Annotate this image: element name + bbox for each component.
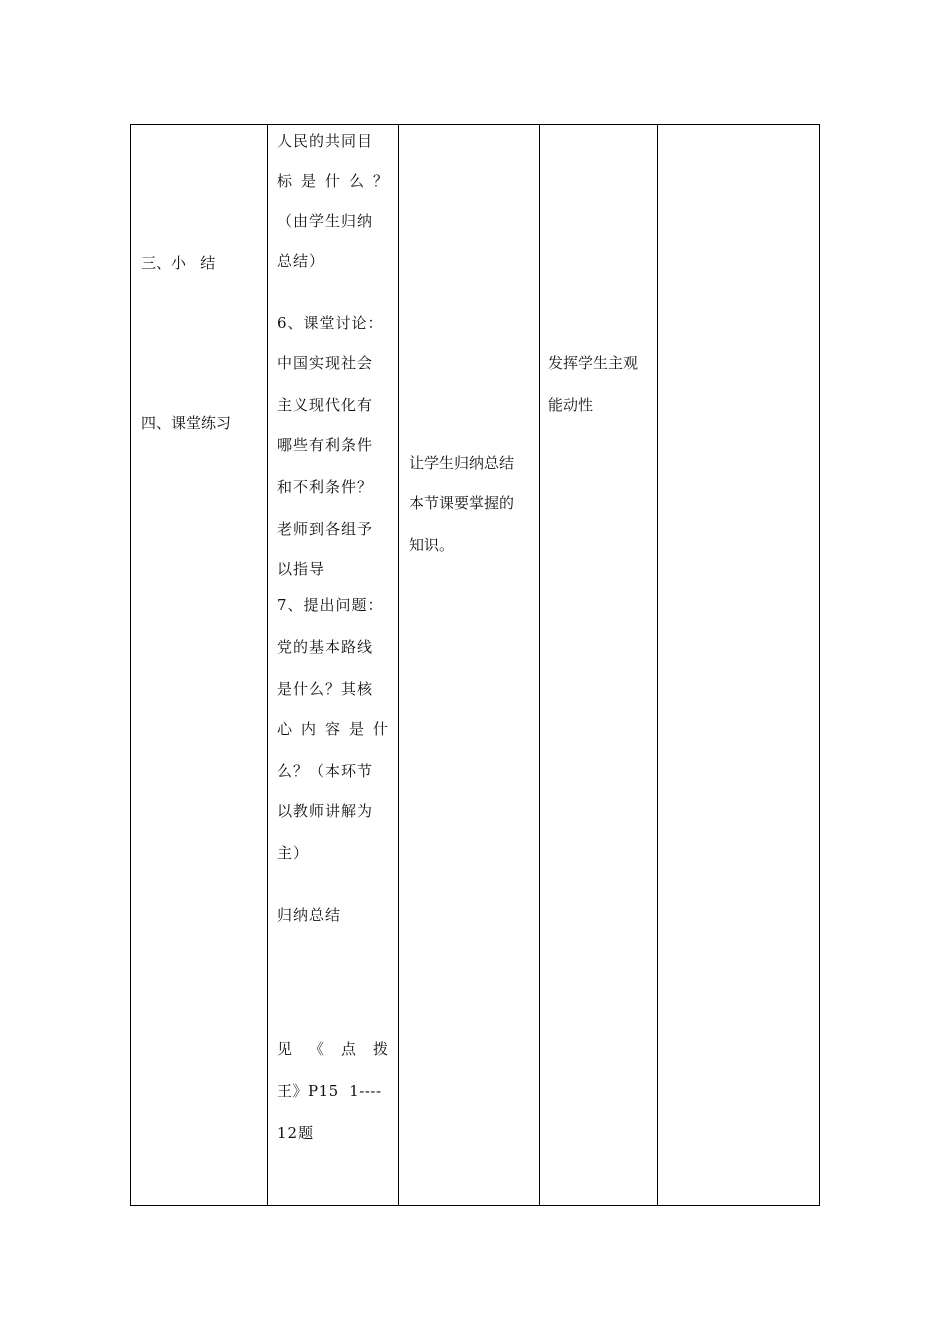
activity-line: 党的基本路线 bbox=[277, 638, 374, 656]
column-divider bbox=[398, 125, 399, 1205]
activity-line: 6、课堂讨论： bbox=[277, 314, 384, 332]
activity-line: 老师到各组予 bbox=[277, 520, 374, 538]
char: 标 bbox=[277, 172, 294, 190]
char: 心 bbox=[277, 720, 294, 738]
section-practice: 四、课堂练习 bbox=[141, 414, 232, 432]
activity-line: 王》P15 1---- bbox=[277, 1082, 382, 1100]
activity-line: 么？（本环节 bbox=[277, 762, 374, 780]
char: 什 bbox=[372, 720, 389, 738]
char: 内 bbox=[300, 720, 317, 738]
activity-line: 人民的共同目 bbox=[277, 132, 374, 150]
activity-line: 主义现代化有 bbox=[277, 396, 374, 414]
purpose-line: 知识。 bbox=[409, 536, 455, 554]
activity-line: 是什么？其核 bbox=[277, 680, 374, 698]
lesson-plan-table bbox=[130, 124, 820, 1206]
column-divider bbox=[539, 125, 540, 1205]
char: 是 bbox=[348, 720, 365, 738]
char: 容 bbox=[324, 720, 341, 738]
activity-line: 中国实现社会 bbox=[277, 354, 374, 372]
activity-line bbox=[277, 171, 389, 191]
activity-line: （由学生归纳 bbox=[277, 212, 374, 230]
char: 是 bbox=[300, 172, 317, 190]
char: 见 bbox=[277, 1040, 294, 1058]
activity-line bbox=[277, 1039, 389, 1059]
activity-line: 归纳总结 bbox=[277, 906, 342, 924]
char: 拨 bbox=[372, 1040, 389, 1058]
activity-line bbox=[277, 719, 389, 739]
char: 《 bbox=[308, 1040, 325, 1058]
char: 点 bbox=[340, 1040, 357, 1058]
char: 什 bbox=[324, 172, 341, 190]
activity-line: 总结） bbox=[277, 252, 326, 270]
activity-line: 哪些有利条件 bbox=[277, 436, 374, 454]
activity-line: 12题 bbox=[277, 1124, 315, 1142]
activity-line: 和不利条件？ bbox=[277, 478, 374, 496]
activity-line: 7、提出问题： bbox=[277, 596, 384, 614]
intent-line: 能动性 bbox=[548, 396, 594, 414]
purpose-line: 本节课要掌握的 bbox=[409, 494, 515, 512]
intent-line: 发挥学生主观 bbox=[548, 354, 639, 372]
activity-line: 以指导 bbox=[277, 560, 326, 578]
column-divider bbox=[657, 125, 658, 1205]
section-summary: 三、小 结 bbox=[141, 254, 216, 272]
char: ？ bbox=[372, 172, 389, 190]
activity-line: 主） bbox=[277, 844, 310, 862]
purpose-line: 让学生归纳总结 bbox=[409, 454, 515, 472]
activity-line: 以教师讲解为 bbox=[277, 802, 374, 820]
char: 么 bbox=[348, 172, 365, 190]
column-divider bbox=[267, 125, 268, 1205]
